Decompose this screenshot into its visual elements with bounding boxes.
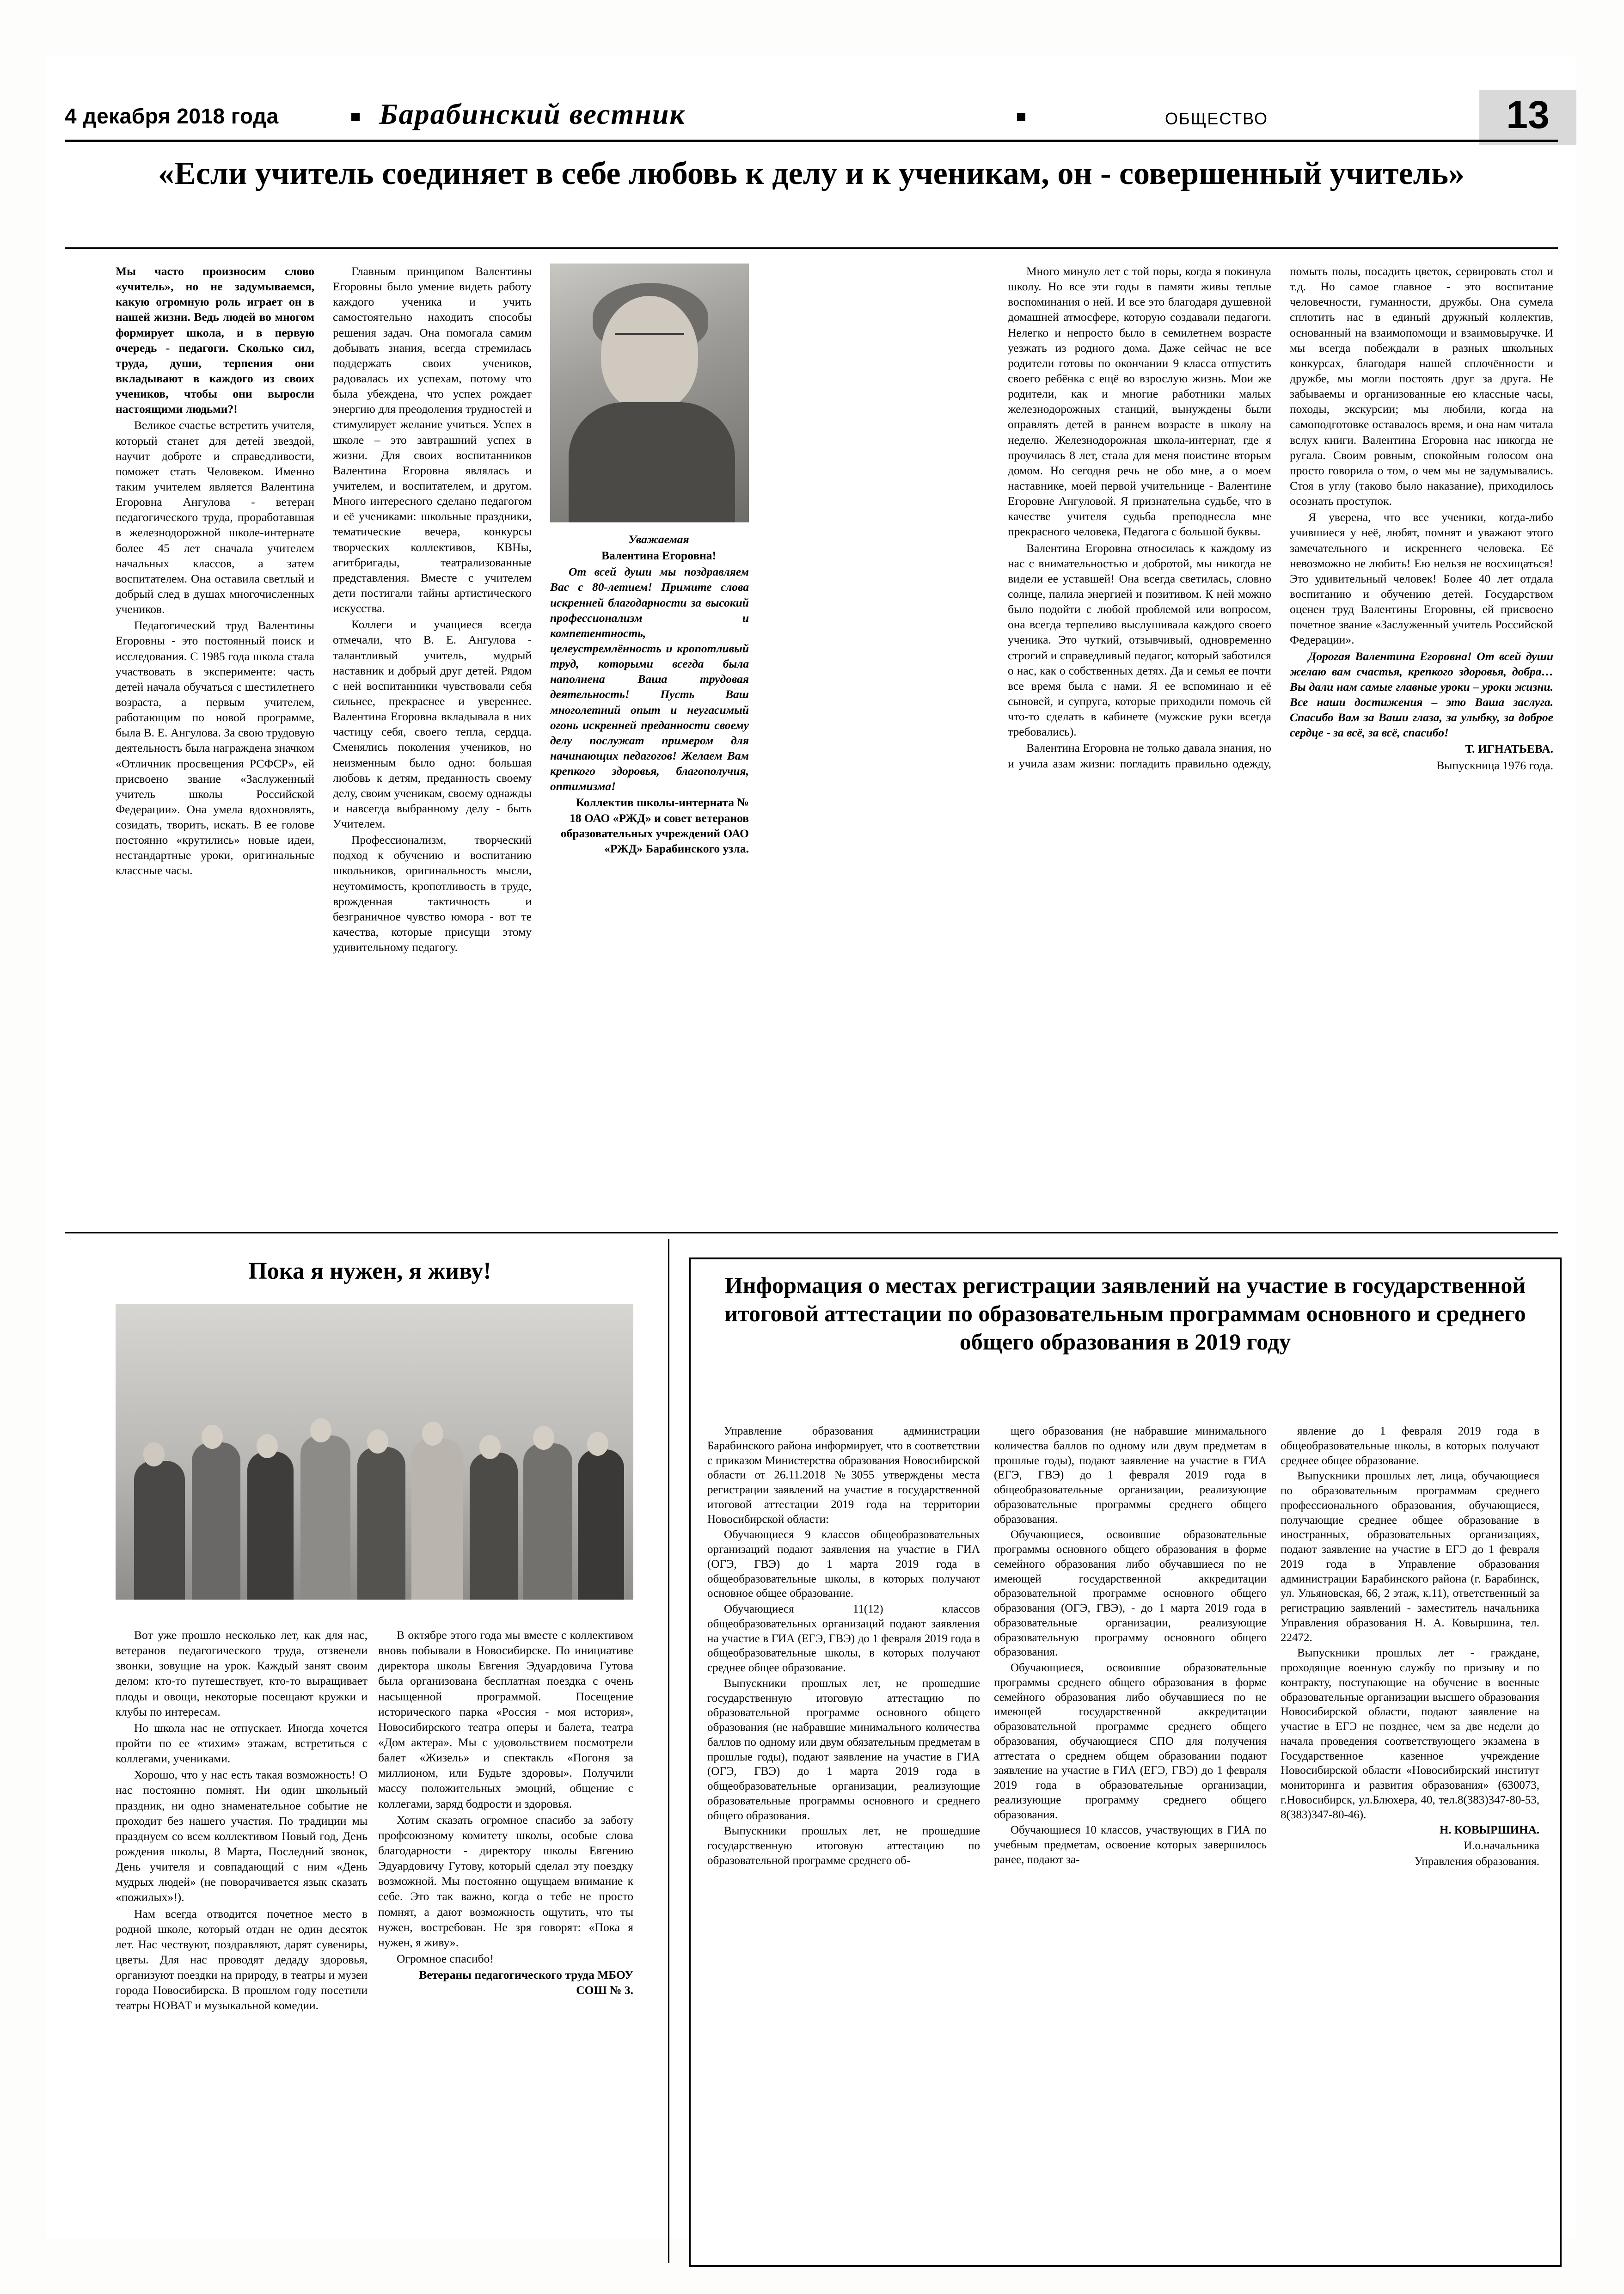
article-column-1 (116, 264, 314, 879)
lower-left-paragraph: Огромное спасибо! (397, 1951, 494, 1965)
info-paragraph: Обучающиеся, освоившие образовательные программы среднего общего образования в форме семейного образования либо обучавшиеся по не имеющей государственной аккредитации образовательной программе среднего общего образования, обучающиеся СПО для получения аттестата о среднем общем образовании подают заявление на участие в ГИА (ЕГЭ, ГВЭ) до 1 февраля 2019 года в образовательные организации, реализующие программу среднего общего образования. (994, 1662, 1267, 1821)
newspaper-title: Барабинский вестник (379, 98, 686, 130)
article-headline: «Если учитель соединяет в себе любовь к делу и к ученикам, он - совершенный учитель» (158, 156, 1465, 191)
greeting-caption-line2: Валентина Егоровна! (601, 549, 717, 563)
info-paragraph: Выпускники прошлых лет, лица, обучающиеся по образовательным программам среднего профессионального образования, обучающиеся, получающие среднее общее образование в иностранных, образовательных организациях, подают заявление на участие в ЕГЭ до 1 февраля 2019 года в Управление образования администрации Барабинского района (г. Барабинск, ул. Ульяновская, 66, 2 этаж, к.11), ответственный за регистрацию заявлений - заместитель начальника Управления образования Н. А. Ковыршина, тел. 22472. (1281, 1470, 1539, 1644)
info-box-title: Информация о местах регистрации заявлений на участие в государственной итоговой аттестации по образовательным программам основного и среднего общего образования в 2019 году (724, 1272, 1526, 1355)
divider-top (65, 140, 1558, 142)
photo-person (357, 1447, 405, 1600)
divider-headline (65, 247, 1558, 249)
divider-middle (65, 1232, 1558, 1233)
photo-person (134, 1461, 185, 1600)
lower-left-column-1 (116, 1627, 368, 2014)
article-column-2 (333, 264, 532, 956)
info-box-signature-role: И.о.начальника (1464, 1840, 1539, 1852)
info-paragraph: Обучающиеся 9 классов общеобразовательных организаций подают заявления на участие в ГИА (ОГЭ, ГВЭ) до 1 марта 2019 года в общеобразовательные школы, в которых получают основное общее образование. (707, 1528, 980, 1600)
photo-person-head (310, 1418, 331, 1442)
info-box-column-1 (707, 1424, 980, 1869)
group-photo (116, 1304, 633, 1600)
page-number: 13 (1506, 93, 1550, 136)
divider-vertical (668, 1239, 669, 2263)
issue-date: 4 декабря 2018 года (65, 104, 279, 128)
info-paragraph: Обучающиеся 11(12) классов общеобразовательных организаций подают заявления на участие в ГИА (ЕГЭ, ГВЭ) до 1 февраля 2019 года в общеобразовательные школы, в которых получают среднее общее образование. (707, 1603, 980, 1674)
photo-person (470, 1453, 518, 1600)
lower-left-column-2 (378, 1627, 633, 1999)
photo-person-head (533, 1426, 554, 1450)
article-paragraph: Валентина Егоровна относилась к каждому из нас с внимательностью и добротой, мы никогда не видели ее уставшей! Она всегда светилась, словно солнце, палила энергией и позитивом. К ней можно было подойти с любой проблемой или вопросом, она всегда терпеливо выслушивала каждого своего ученика. Это чуткий, отзывчивый, одновременно строгий и справедливый педагог, который заботился о нас, как о собственных детях. Да и семья ее почти все время была с нами. Я ее вспоминаю и её сыновей, и супруга, которые приходили помочь ей что-то сделать в кабинете (мужские руки всегда требовались). (1008, 541, 1271, 739)
photo-person (300, 1435, 350, 1600)
lower-left-signature: Ветераны педагогического труда МБОУ СОШ № 3. (419, 1968, 633, 1997)
article-signature-sub: Выпускница 1976 года. (1436, 758, 1553, 772)
portrait-photo (550, 264, 749, 522)
photo-person-head (587, 1432, 608, 1456)
photo-person (411, 1439, 463, 1600)
photo-person-head (479, 1435, 501, 1459)
info-box-signature: Н. КОВЫРШИНА. (1439, 1824, 1539, 1837)
portrait-face (601, 296, 698, 411)
photo-person (192, 1442, 240, 1600)
info-paragraph: Управление образования администрации Барабинского района информирует, что в соответствии с приказом Министерства образования Новосибирской области от 26.11.2018 №3055 утверждены места регистрации заявлений на участие в государственной итоговой аттестации 2019 года на территории Новосибирской области: (707, 1425, 980, 1526)
greeting-caption-line1: Уважаемая (628, 533, 689, 546)
photo-person-head (257, 1434, 278, 1458)
article-paragraph: Много минуло лет с той поры, когда я покинула школу. Но все эти годы в памяти живы теплые воспоминания о ней. И все это благодаря душевной домашней атмосфере, которую создавали педагоги. Нелегко и непросто было в семилетнем возрасте уезжать из родного дома. Даже сейчас не все родители готовы по окончании 9 класса отпустить своего ребёнка с ещё во взрослую жизнь. Мои же родители, как и многие работники малых железнодорожных станций, вынуждены были оправлять детей в раннем возрасте в школу на неделю. Железнодорожная школа-интернат, где я проучилась 8 лет, стала для меня поистине вторым домом. Но сегодня речь не обо мне, а о моем наставнике, моей первой учительнице - Валентине Егоровне Ангуловой. Я признательна судьбе, что в качестве учителя судьба преподнесла мне прекрасного человека, Педагога с большой буквы. (1008, 264, 1271, 539)
info-paragraph: Выпускники прошлых лет - граждане, проходящие военную службу по призыву и по контракту, поступающие на обучение в военные образовательные организации высшего образования Новосибирской области, подают заявление на участие в ЕГЭ не позднее, чем за две недели до начала проведения соответствующего экзамена в Государственное казенное учреждение Новосибирской области «Новосибирский институт мониторинга и развития образования» (630073, г.Новосибирск, ул.Блюхера, 40, тел.8(383)347-80-53, 8(383)347-80-46). (1281, 1647, 1539, 1821)
square-bullet-right-icon (1017, 113, 1025, 121)
photo-person-head (143, 1442, 165, 1466)
lower-left-paragraph: Хорошо, что у нас есть такая возможность! О нас постоянно помнят. Ни один школьный праздник, ни одно знаменательное событие не проходит без нашего участия. По традиции мы празднуем со всем коллективом Новый год, День рождения школы, 8 Марта, Последний звонок, День учителя и совпадающий с ним «День мудрых людей» (не поворачивается язык сказать «пожилых»!). (116, 1768, 368, 1904)
portrait-glasses (615, 333, 684, 350)
section-label: ОБЩЕСТВО (1165, 109, 1268, 128)
portrait-body (569, 402, 735, 522)
page-sheet (46, 55, 1576, 2238)
article-column-3 (550, 532, 749, 857)
info-box-column-3 (1281, 1424, 1539, 1870)
lower-left-title: Пока я нужен, я живу! (248, 1258, 491, 1284)
article-column-4 (1008, 264, 1553, 773)
lower-left-paragraph: Но школа нас не отпускает. Иногда хочется пройти по ее «тихим» этажам, встретиться с коллегами, учениками. (116, 1721, 368, 1766)
greeting-text: От всей души мы поздравляем Вас с 80-летием! Примите слова искренней благодарности за высокий профессионализм и компетентность, целеустремлённость и кропотливый труд, которыми всегда была наполнена Ваша трудовая деятельность! Пусть Ваш многолетний опыт и неугасимый огонь искренней преданности своему делу послужат примером для начинающих педагогов! Желаем Вам крепкого здоровья, благополучия, оптимизма! (550, 565, 749, 793)
photo-person (247, 1452, 294, 1600)
article-paragraph: Я уверена, что все ученики, когда-либо учившиеся у неё, любят, помнят и уважают этого замечательного и искреннего человека. Её невозможно не любить! Ею нельзя не восхищаться! Это удивительный человек! Более 40 лет отдала воспитанию и обучению детей. Государством оценен труд Валентины Егоровны, ей присвоено почетное звание «Заслуженный учитель Российской Федерации». (1290, 510, 1553, 647)
info-paragraph: щего образования (не набравшие минимального количества баллов по одному или двум предметам в прошлые годы), подают заявление на участие в ГИА (ЕГЭ, ГВЭ) до 1 февраля 2019 года в общеобразовательные организации, реализующие образовательные программы среднего общего образования. (994, 1425, 1267, 1526)
lower-left-paragraph: Хотим сказать огромное спасибо за заботу профсоюзному комитету школы, особые слова благодарности - директору школы Евгению Эдуардовичу Гутову, который сделал эту поездку возможной. Мы постоянно ощущаем внимание к себе. Это так важно, когда о тебе не просто помнят, а дают возможность ощутить, что ты нужен, востребован. Не зря говорят: «Пока я нужен, я живу». (378, 1813, 633, 1949)
article-paragraph: Главным принципом Валентины Егоровны было умение видеть работу каждого ученика и учить самостоятельно находить способы решения задач. Она помогала самим добывать знания, всегда стремилась поддержать своих учеников, радовалась их успехам, потому что была убеждена, что успех рождает энергию для преодоления трудностей и стимулирует желание учиться. Успех в школе – это завтрашний успех в жизни. Для своих воспитанников Валентина Егоровна являлась и учителем, и воспитателем, и другом. Много интересного сделано педагогом и её учениками: школьные праздники, тематические вечера, конкурсы творческих коллективов, КВНы, агитбригады, театрализованные представления. Вместе с учителем дети постигали тайны артистического искусства. (333, 264, 532, 615)
lower-left-paragraph: В октябре этого года мы вместе с коллективом вновь побывали в Новосибирске. По инициативе директора школы Евгения Эдуардовича Гутова была организована бесплатная поездка с очень насыщенной программой. Посещение исторического парка «Россия - моя история», Новосибирского театра оперы и балета, театра «Дом актера». Мы с удовольствием посмотрели балет «Жизель» и спектакль «Погоня за миллионом, или Будьте здоровы». Получили массу положительных эмоций, общение с коллегами, заряд бодрости и здоровья. (378, 1628, 633, 1810)
greeting-signature: Коллектив школы-интерната № 18 ОАО «РЖД» и совет ветеранов образовательных учреждений ОАО «РЖД» Барабинского узла. (560, 796, 749, 855)
photo-person (578, 1449, 624, 1600)
info-paragraph: Выпускники прошлых лет, не прошедшие государственную итоговую аттестацию по образовательной программе среднего об- (707, 1825, 980, 1867)
photo-person-head (422, 1422, 443, 1446)
info-paragraph: явление до 1 февраля 2019 года в общеобразовательные школы, в которых получают среднее общее образование. (1281, 1425, 1539, 1467)
article-signature: Т. ИГНАТЬЕВА. (1465, 742, 1553, 756)
masthead (65, 92, 1558, 143)
info-box-column-2 (994, 1424, 1267, 1868)
info-paragraph: Выпускники прошлых лет, не прошедшие государственную итоговую аттестацию по образовательной программе основного общего образования (не набравшие минимального количества баллов по одному или двум обязательным предметам в прошлые годы), подают заявление на участие в ГИА (ОГЭ, ГВЭ) до 1 марта 2019 года в общеобразовательные организации, реализующие образовательные программы основного и среднего общего образования. (707, 1677, 980, 1822)
article-paragraph: Педагогический труд Валентины Егоровны - это постоянный поиск и исследования. С 1985 года школа стала участвовать в эксперименте: часть детей начала обучаться с шестилетнего возраста, а первым учителем, работающим по новой программе, была В. Е. Ангулова. За свою трудовую деятельность была награждена значком «Отличник просвещения РСФСР», ей присвоено звание «Заслуженный учитель школы Российской Федерации». Она умела вдохновлять, созидать, творить, искать. В ее голове постоянно «крутились» новые идеи, нестандартные уроки, оригинальные классные часы. (116, 619, 314, 877)
article-paragraph: Коллеги и учащиеся всегда отмечали, что В. Е. Ангулова - талантливый учитель, мудрый наставник и добрый друг детей. Рядом с ней воспитанники чувствовали себя сильнее, прекраснее и увереннее. Валентина Егоровна вкладывала в них частицу себя, своего тепла, сердца. Сменялись поколения учеников, но неизменным было одно: большая любовь к детям, преданность своему делу, своим ученикам, своему однажды и навсегда выбранному делу - быть Учителем. (333, 618, 532, 831)
article-paragraph: Великое счастье встретить учителя, который станет для детей звездой, научит доброте и справедливости, поможет стать Человеком. Именно таким учителем является Валентина Егоровна Ангулова - ветеран педагогического труда, проработавшая в железнодорожной школе-интернате более 45 лет сначала учителем начальных классов, а затем воспитателем. Она оставила светлый и добрый след в душах многочисленных учеников. (116, 418, 314, 616)
photo-person-head (367, 1429, 388, 1454)
photo-person-head (202, 1425, 223, 1449)
info-paragraph: Обучающиеся 10 классов, участвующих в ГИА по учебным предметам, освоение которых завершилось ранее, подают за- (994, 1824, 1267, 1866)
page-number-box (1479, 90, 1576, 145)
lower-left-paragraph: Нам всегда отводится почетное место в родной школе, который отдан не один десяток лет. Нас чествуют, поздравляют, дарят сувениры, цветы. Для нас проводят дедаду здоровья, организуют поездки на природу, в театры и музеи города Новосибирска. В прошлом году посетили театры НОВАТ и музыкальной комедии. (116, 1907, 368, 2012)
article-paragraph: Валентина Егоровна не только давала знания, но и учила азам жизни: погладить правильно одежду, помыть полы, посадить цветок, сервировать стол и т.д. Но самое главное - это воспитание человечности, гуманности, дружбы. Она сумела сплотить нас в единый дружный коллектив, основанный на взаимопомощи и взаимовыручке. И мы всегда побеждали в разных школьных конкурсах, благодаря нашей сплочённости и дружбе, мы могли постоять друг за друга. Не забываемы и организованные ею классные часы, походы, экскурсии; мы любили, когда на самоподготовке оставалось время, и она нам читала вслух книги. Валентина Егоровна нас никогда не ругала. Своим ровным, спокойным голосом она просто говорила о том, о чем мы не задумывались. Стоя в углу (таково было наказание), приходилось осознать проступок. (1008, 264, 1553, 770)
info-paragraph: Обучающиеся, освоившие образовательные программы основного общего образования в форме семейного образования либо обучавшиеся по не имеющей государственной аккредитации образовательной программе основного общего образования (ОГЭ, ГВЭ), - до 1 марта 2019 года в образовательные организации, реализующие образовательную программу основного общего образования. (994, 1528, 1267, 1659)
square-bullet-left-icon (351, 113, 360, 121)
lower-left-paragraph: Вот уже прошло несколько лет, как для нас, ветеранов педагогического труда, отзвенели звонки, зовущие на урок. Каждый занят своим делом: кто-то путешествует, кто-то выращивает плоды и овощи, некоторые посещают кружки и клубы по интересам. (116, 1628, 368, 1718)
photo-person (523, 1443, 572, 1600)
article-closing-wish: Дорогая Валентина Егоровна! От всей души желаю вам счастья, крепкого здоровья, добра… Вы дали нам самые главные уроки – уроки жизни. Все наши достижения – это Ваша заслуга. Спасибо Вам за Ваши глаза, за улыбку, за доброе сердце - за всё, за всё, спасибо! (1290, 649, 1553, 740)
info-box-signature-dept: Управления образования. (1414, 1855, 1539, 1868)
article-paragraph: Профессионализм, творческий подход к обучению и воспитанию школьников, оригинальность мысли, неутомимость, кропотливость в труде, врожденная тактичность и безграничное чувство юмора - вот те качества, которые присущи этому удивительному педагогу. (333, 833, 532, 954)
article-lead: Мы часто произносим слово «учитель», но не задумываемся, какую огромную роль играет он в нашей жизни. Ведь людей во многом формирует школа, и в первую очередь - педагоги. Сколько сил, труда, души, терпения они вкладывают в каждого из своих учеников, чтобы они выросли настоящими людьми?! (116, 264, 314, 416)
